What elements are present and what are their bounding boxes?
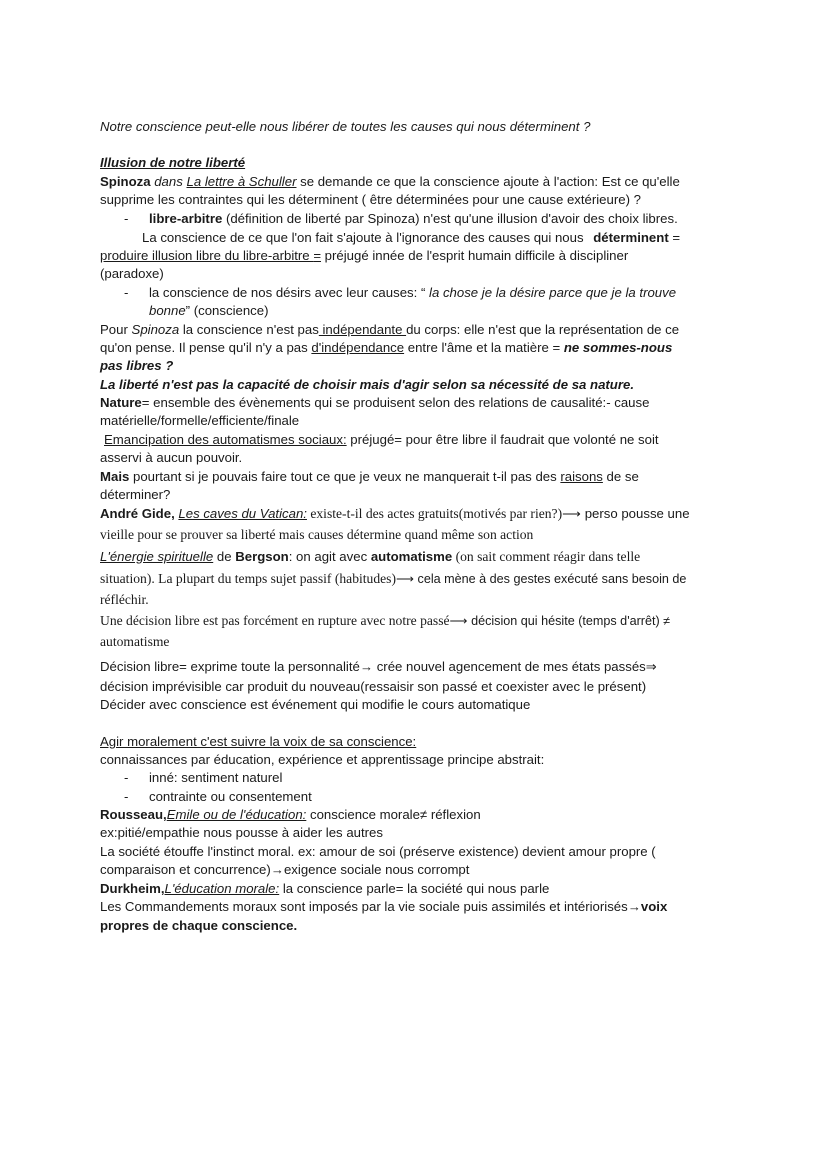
paragraph-line: qu'on pense. Il pense qu'il n'y a pas d'indépendance entre l'âme et la matière = ne sommes-nous bbox=[100, 340, 673, 355]
paragraph-line: Pour Spinoza la conscience n'est pas indépendante du corps: elle n'est que la représentation de ce bbox=[100, 322, 680, 337]
dash-bullet: - bbox=[124, 789, 129, 804]
paragraph-line: Durkheim,L'éducation morale: la conscience parle= la société qui nous parle bbox=[100, 881, 550, 896]
dash-bullet: - bbox=[124, 285, 129, 300]
author-name: Spinoza bbox=[100, 174, 151, 189]
paragraph-line: Une décision libre est pas forcément en rupture avec notre passé⟶ décision qui hésite (temps d'arrêt) ≠ bbox=[100, 613, 671, 628]
paragraph-line: Spinoza dans La lettre à Schuller se demande ce que la conscience ajoute à l'action: Est ce qu'elle bbox=[100, 174, 680, 189]
paragraph-line: ex:pitié/empathie nous pousse à aider les autres bbox=[100, 825, 383, 840]
paragraph-line: Mais pourtant si je pouvais faire tout ce que je veux ne manquerait t-il pas des raisons de se bbox=[100, 469, 639, 484]
paragraph-line: connaissances par éducation, expérience et apprentissage principe abstrait: bbox=[100, 752, 545, 767]
paragraph-line: L'énergie spirituelle de Bergson: on agit avec automatisme (on sait comment réagir dans telle bbox=[100, 549, 641, 564]
paragraph-line: comparaison et concurrence)→exigence sociale nous corrompt bbox=[100, 862, 470, 877]
book-title: La lettre à Schuller bbox=[186, 174, 297, 189]
paragraph-line: asservi à aucun pouvoir. bbox=[100, 450, 243, 465]
paragraph-line: situation). La plupart du temps sujet passif (habitudes)⟶ cela mène à des gestes exécuté sans besoin de bbox=[100, 571, 687, 586]
paragraph-line: La conscience de ce que l'on fait s'ajoute à l'ignorance des causes qui nous déterminent = bbox=[142, 230, 681, 245]
paragraph-line: matérielle/formelle/efficiente/finale bbox=[100, 413, 300, 428]
paragraph-line: pas libres ? bbox=[100, 358, 174, 373]
paragraph-line: Nature= ensemble des évènements qui se produisent selon des relations de causalité:- cause bbox=[100, 395, 650, 410]
paragraph-line: supprime les contraintes qui les déterminent ( être déterminées pour une cause extérieure) ? bbox=[100, 192, 641, 207]
paragraph-line: Décision libre= exprime toute la personnalité→ crée nouvel agencement de mes états passés⇒ bbox=[100, 659, 657, 674]
paragraph-line: (paradoxe) bbox=[100, 266, 164, 281]
key-statement: La liberté n'est pas la capacité de choisir mais d'agir selon sa nécessité de sa nature. bbox=[100, 377, 634, 392]
paragraph-line: Rousseau,Emile ou de l'éducation: conscience morale≠ réflexion bbox=[100, 807, 481, 822]
paragraph-line: André Gide, Les caves du Vatican: existe-t-il des actes gratuits(motivés par rien?)⟶ perso pousse une bbox=[100, 506, 690, 521]
paragraph-line: La société étouffe l'instinct moral. ex: amour de soi (préserve existence) devient amour propre ( bbox=[100, 844, 656, 859]
list-item-continuation: bonne” (conscience) bbox=[149, 303, 269, 318]
paragraph-line: propres de chaque conscience. bbox=[100, 918, 298, 933]
paragraph-line: Emancipation des automatismes sociaux: préjugé= pour être libre il faudrait que volonté ne soit bbox=[104, 432, 659, 447]
question-title: Notre conscience peut-elle nous libérer de toutes les causes qui nous déterminent ? bbox=[100, 119, 591, 134]
section-heading-illusion: Illusion de notre liberté bbox=[100, 155, 246, 170]
paragraph-line: produire illusion libre du libre-arbitre = préjugé innée de l'esprit humain difficile à discipliner bbox=[100, 248, 629, 263]
paragraph-line: déterminer? bbox=[100, 487, 171, 502]
section-heading-morale: Agir moralement c'est suivre la voix de sa conscience: bbox=[100, 734, 417, 749]
paragraph-line: Les Commandements moraux sont imposés par la vie sociale puis assimilés et intériorisés→voix bbox=[100, 899, 668, 914]
paragraph-line: réfléchir. bbox=[100, 592, 149, 607]
dash-bullet: - bbox=[124, 770, 129, 785]
dash-bullet: - bbox=[124, 211, 129, 226]
paragraph-line: décision imprévisible car produit du nouveau(ressaisir son passé et coexister avec le présent) bbox=[100, 679, 647, 694]
paragraph-line: Décider avec conscience est événement qui modifie le cours automatique bbox=[100, 697, 531, 712]
paragraph-line: automatisme bbox=[100, 634, 170, 649]
paragraph-line: vieille pour se prouver sa liberté mais causes détermine quand même son action bbox=[100, 527, 534, 542]
